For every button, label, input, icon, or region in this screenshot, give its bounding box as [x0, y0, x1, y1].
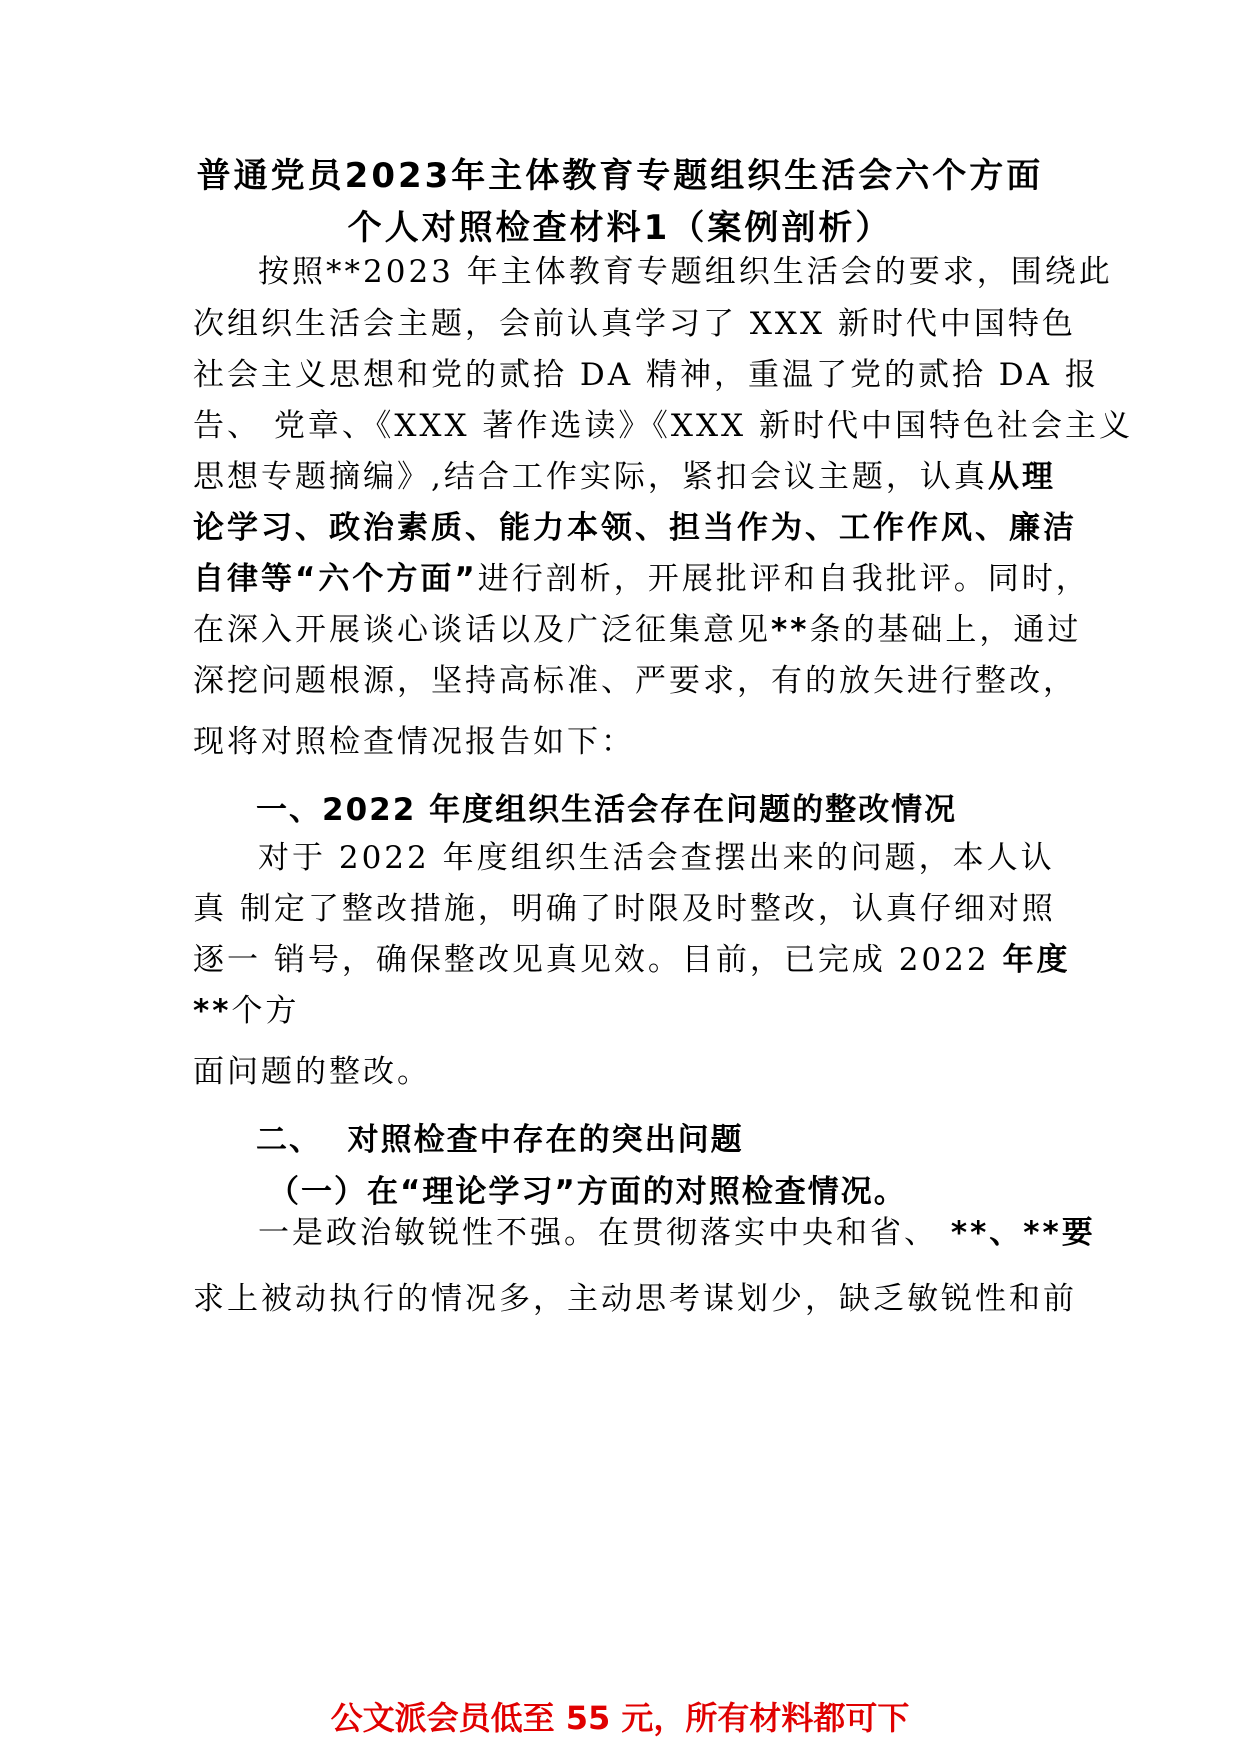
paragraph-line: [193, 612, 1082, 648]
paragraph-line: [193, 942, 1071, 978]
paragraph-line: 社会主义思想和党的贰拾 DA 精神，重温了党的贰拾 DA 报: [193, 357, 1099, 393]
paragraph-line: 对于 2022 年度组织生活会查摆出来的问题，本人认: [258, 840, 1055, 876]
paragraph-line: [258, 1215, 1096, 1251]
text-run-bold: **、**要: [950, 1215, 1096, 1251]
paragraph-line: [193, 993, 1053, 1029]
paragraph-line: 次组织生活会主题，会前认真学习了 XXX 新时代中国特色: [193, 306, 1076, 342]
text-run-bold: **: [193, 993, 232, 1029]
paragraph-line: 面问题的整改。: [193, 1054, 431, 1090]
text-run: 逐一 销号，确保整改见真见效。目前，已完成 2022: [193, 942, 1003, 978]
document-title-line-2: 个人对照检查材料1（案例剖析）: [347, 208, 893, 248]
text-run-bold: 从理: [987, 459, 1056, 495]
document-title-line-1: 普通党员2023年主体教育专题组织生活会六个方面: [196, 156, 1044, 196]
text-run: 进行剖析，开展批评和自我批评。同时，: [477, 561, 1090, 597]
text-run-bold: 自律等“六个方面”: [193, 561, 478, 597]
text-run: 个方: [231, 993, 300, 1029]
paragraph-line: 求上被动执行的情况多，主动思考谋划少，缺乏敏锐性和前: [193, 1281, 1077, 1317]
section-heading-1: 一、2022 年度组织生活会存在问题的整改情况: [256, 792, 958, 828]
paragraph-line: 按照**2023 年主体教育专题组织生活会的要求，围绕此: [258, 254, 1113, 290]
paragraph-line: [193, 561, 1090, 597]
paragraph-line: [193, 459, 1056, 495]
paragraph-line: 深挖问题根源，坚持高标准、严要求，有的放矢进行整改，: [193, 663, 1077, 699]
paragraph-line-bold: 论学习、政治素质、能力本领、担当作为、工作作风、廉洁: [193, 510, 1077, 546]
paragraph-line: 告、 党章、《XXX 著作选读》《XXX 新时代中国特色社会主义: [193, 408, 1133, 444]
section-heading-2: 二、 对照检查中存在的突出问题: [256, 1122, 744, 1158]
text-run: 在深入开展谈心谈话以及广泛征集意见: [193, 612, 771, 648]
text-run: 条的基础上，通过: [809, 612, 1082, 648]
footer-promo-banner: 公文派会员低至 55 元，所有材料都可下: [330, 1699, 910, 1737]
subsection-heading-1: （一）在“理论学习”方面的对照检查情况。: [268, 1174, 907, 1210]
text-run-bold: 年度: [1002, 942, 1071, 978]
paragraph-line: 真 制定了整改措施，明确了时限及时整改，认真仔细对照: [193, 891, 1056, 927]
text-run: 一是政治敏锐性不强。在贯彻落实中央和省、: [258, 1215, 951, 1251]
text-run: 思想专题摘编》,结合工作实际，紧扣会议主题，认真: [193, 459, 988, 495]
text-run-bold: **: [771, 612, 810, 648]
paragraph-line: 现将对照检查情况报告如下：: [193, 724, 635, 760]
